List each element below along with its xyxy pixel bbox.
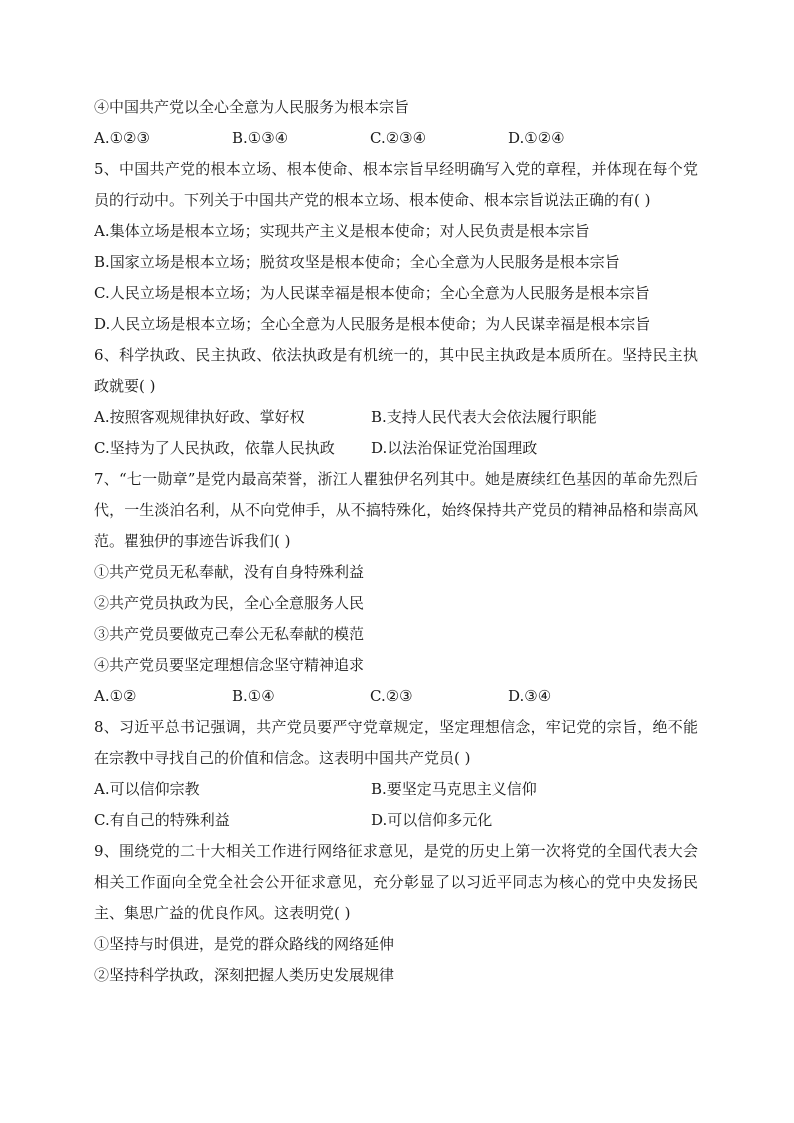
q7-option-d: D.③④ [508, 687, 552, 705]
q9-item-1: ①坚持与时俱进，是党的群众路线的网络延伸 [94, 935, 395, 953]
q8-option-b: B.要坚定马克思主义信仰 [371, 780, 537, 798]
q7-item-4: ④共产党员要坚定理想信念坚守精神追求 [94, 656, 365, 674]
q4-option-d: D.①②④ [508, 129, 565, 147]
q5-option-d: D.人民立场是根本立场；全心全意为人民服务是根本使命；为人民谋幸福是根本宗旨 [94, 315, 651, 333]
q5-option-a: A.集体立场是根本立场；实现共产主义是根本使命；对人民负责是根本宗旨 [94, 222, 590, 240]
q6-option-d: D.以法治保证党治国理政 [371, 439, 538, 457]
q6-options-row2 [94, 433, 698, 464]
q7-option-a: A.①② [94, 687, 137, 705]
q6-option-c: C.坚持为了人民执政，依靠人民执政 [94, 439, 335, 457]
q7-options [94, 681, 698, 712]
q9-stem: 9、围绕党的二十大相关工作进行网络征求意见，是党的历史上第一次将党的全国代表大会相关工作面向全党全社会公开征求意见，充分彰显了以习近平同志为核心的党中央发扬民主、集思广益的优良作风。这表明党( ) [94, 842, 698, 922]
q8-option-c: C.有自己的特殊利益 [94, 811, 230, 829]
q4-item-4: ④中国共产党以全心全意为人民服务为根本宗旨 [94, 98, 410, 116]
q5-option-b: B.国家立场是根本立场；脱贫攻坚是根本使命；全心全意为人民服务是根本宗旨 [94, 253, 620, 271]
q7-item-3: ③共产党员要做克己奉公无私奉献的模范 [94, 625, 365, 643]
q7-item-2: ②共产党员执政为民，全心全意服务人民 [94, 594, 365, 612]
q6-option-a: A.按照客观规律执好政、掌好权 [94, 408, 305, 426]
q8-option-d: D.可以信仰多元化 [371, 811, 493, 829]
q4-option-b: B.①③④ [232, 129, 289, 147]
q6-option-b: B.支持人民代表大会依法履行职能 [371, 408, 597, 426]
q7-option-c: C.②③ [370, 687, 413, 705]
q8-option-a: A.可以信仰宗教 [94, 780, 200, 798]
q9-item-2: ②坚持科学执政，深刻把握人类历史发展规律 [94, 966, 395, 984]
q8-stem: 8、习近平总书记强调，共产党员要严守党章规定，坚定理想信念，牢记党的宗旨，绝不能在宗教中寻找自己的价值和信念。这表明中国共产党员( ) [94, 718, 698, 767]
q7-item-1: ①共产党员无私奉献，没有自身特殊利益 [94, 563, 365, 581]
q8-options-row2 [94, 805, 698, 836]
q4-option-c: C.②③④ [370, 129, 427, 147]
q4-options [94, 123, 698, 154]
q6-stem: 6、科学执政、民主执政、依法执政是有机统一的，其中民主执政是本质所在。坚持民主执政就要( ) [94, 346, 698, 395]
q4-option-a: A.①②③ [94, 129, 150, 147]
q5-option-c: C.人民立场是根本立场；为人民谋幸福是根本使命；全心全意为人民服务是根本宗旨 [94, 284, 650, 302]
q8-options-row1 [94, 774, 698, 805]
exam-page [94, 92, 698, 991]
q7-stem: 7、“七一勋章”是党内最高荣誉，浙江人瞿独伊名列其中。她是赓续红色基因的革命先烈后代，一生淡泊名利，从不向党伸手，从不搞特殊化，始终保持共产党员的精神品格和崇高风范。瞿独伊的事迹告诉我们( ) [94, 470, 698, 550]
q5-stem: 5、中国共产党的根本立场、根本使命、根本宗旨早经明确写入党的章程，并体现在每个党员的行动中。下列关于中国共产党的根本立场、根本使命、根本宗旨说法正确的有( ) [94, 160, 698, 209]
q6-options-row1 [94, 402, 698, 433]
q7-option-b: B.①④ [232, 687, 275, 705]
